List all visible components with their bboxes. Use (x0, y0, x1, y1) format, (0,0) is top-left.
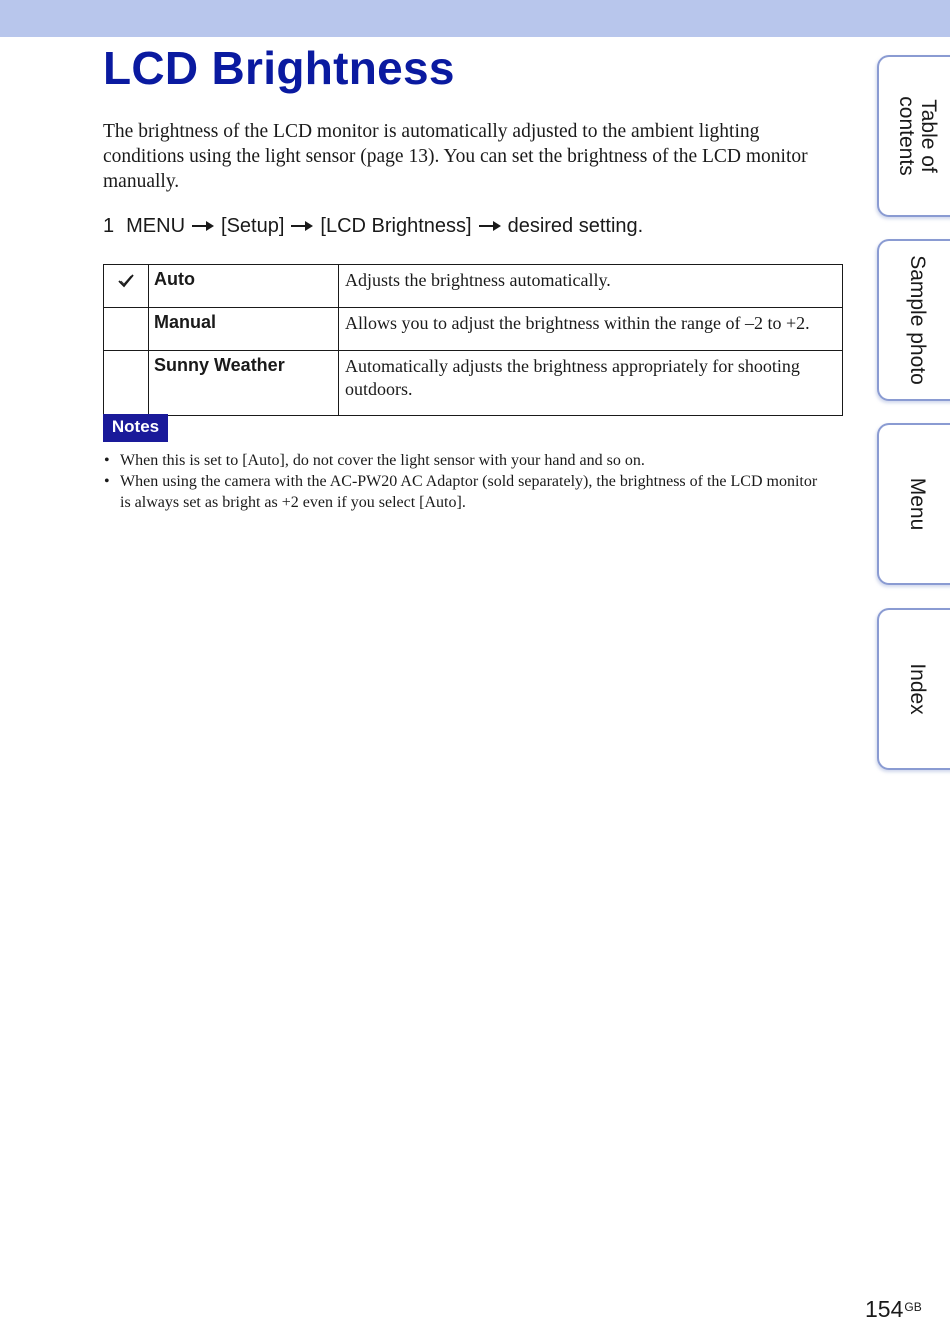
step-menu: MENU (126, 215, 186, 237)
setting-description: Automatically adjusts the brightness appropriately for shooting outdoors. (339, 351, 843, 416)
tab-label: Sample photo (906, 255, 929, 385)
default-mark-cell (104, 351, 149, 416)
default-mark-cell (104, 265, 149, 308)
page-title: LCD Brightness (103, 42, 455, 94)
tab-label: Menu (906, 477, 929, 531)
right-arrow-icon (191, 212, 215, 240)
setting-name: Auto (149, 265, 339, 308)
tab-label: Index (906, 663, 929, 715)
note-item: • When using the camera with the AC-PW20 AC Adaptor (sold separately), the brightness of the LCD monitor is always set as bright as +2 even if you select [Auto]. (103, 471, 823, 513)
step-number: 1 (103, 215, 115, 237)
step-desired-setting: desired setting. (507, 215, 644, 237)
notes-label: Notes (103, 414, 168, 442)
right-arrow-icon (478, 212, 502, 240)
setting-description: Adjusts the brightness automatically. (339, 265, 843, 308)
setting-description: Allows you to adjust the brightness within the range of –2 to +2. (339, 308, 843, 351)
tab-sample-photo[interactable] (877, 239, 950, 401)
tab-label: Table of contents (895, 96, 940, 176)
right-arrow-icon (290, 212, 314, 240)
tab-menu[interactable] (877, 423, 950, 585)
default-mark-cell (104, 308, 149, 351)
step-setup: [Setup] (221, 215, 285, 237)
table-row (104, 351, 843, 416)
step-instruction (103, 212, 843, 240)
page-number: $154^{GB}$ (865, 1296, 922, 1322)
tab-index[interactable] (877, 608, 950, 770)
step-lcd-brightness: [LCD Brightness] (320, 215, 472, 237)
table-row (104, 308, 843, 351)
page-suffix: GB (904, 1300, 922, 1314)
setting-name: Sunny Weather (149, 351, 339, 416)
table-row (104, 265, 843, 308)
note-item: • When this is set to [Auto], do not cover the light sensor with your hand and so on. (103, 450, 823, 471)
settings-table (103, 264, 843, 416)
notes-list (103, 450, 823, 513)
setting-name: Manual (149, 308, 339, 351)
tab-table-of-contents[interactable] (877, 55, 950, 217)
intro-paragraph: The brightness of the LCD monitor is automatically adjusted to the ambient lighting conditions using the light sensor (page 13). You can set the brightness of the LCD monitor manually. (103, 121, 808, 192)
checkmark-icon (117, 273, 135, 294)
header-band (0, 0, 950, 37)
